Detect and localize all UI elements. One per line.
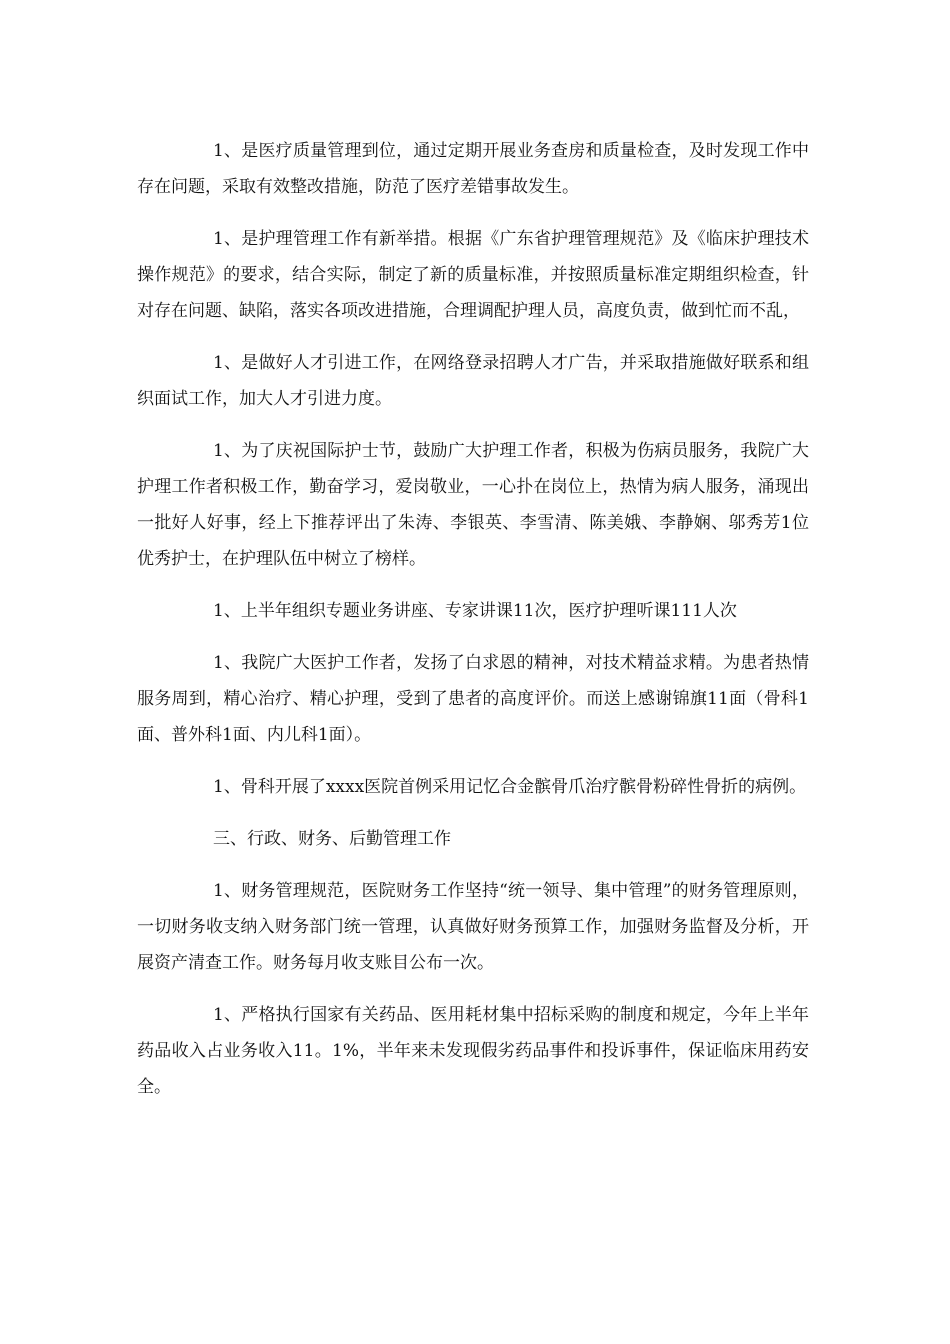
paragraph-nurses-day: 1、为了庆祝国际护士节，鼓励广大护理工作者，积极为伤病员服务，我院广大护理工作者积极工作，勤奋学习，爱岗敬业，一心扑在岗位上，热情为病人服务，涌现出一批好人好事，经上下推荐评出了朱涛、李银英、李雪清、陈美娥、李静娴、邬秀芳1位优秀护士，在护理队伍中树立了榜样。	[137, 441, 809, 569]
paragraph-lectures: 1、上半年组织专题业务讲座、专家讲课11次，医疗护理听课111人次	[213, 601, 737, 621]
paragraph-patient-praise: 1、我院广大医护工作者，发扬了白求恩的精神，对技术精益求精。为患者热情服务周到，精心治疗、精心护理，受到了患者的高度评价。而送上感谢锦旗11面（骨科1面、普外科1面、内儿科1面）。	[137, 653, 809, 745]
document-body	[137, 133, 809, 1121]
paragraph-drug-procurement: 1、严格执行国家有关药品、医用耗材集中招标采购的制度和规定，今年上半年药品收入占业务收入11。1%，半年来未发现假劣药品事件和投诉事件，保证临床用药安全。	[137, 1005, 809, 1097]
paragraph-talent-recruitment: 1、是做好人才引进工作，在网络登录招聘人才广告，并采取措施做好联系和组织面试工作，加大人才引进力度。	[137, 353, 809, 409]
paragraph-medical-quality: 1、是医疗质量管理到位，通过定期开展业务查房和质量检查，及时发现工作中存在问题，采取有效整改措施，防范了医疗差错事故发生。	[137, 141, 809, 197]
paragraph-orthopedics: 1、骨科开展了xxxx医院首例采用记忆合金髌骨爪治疗髌骨粉碎性骨折的病例。	[213, 777, 807, 797]
paragraph-finance: 1、财务管理规范，医院财务工作坚持“统一领导、集中管理”的财务管理原则，一切财务收支纳入财务部门统一管理，认真做好财务预算工作，加强财务监督及分析，开展资产清查工作。财务每月收支账目公布一次。	[137, 881, 809, 973]
paragraph-nursing-management: 1、是护理管理工作有新举措。根据《广东省护理管理规范》及《临床护理技术操作规范》的要求，结合实际，制定了新的质量标准，并按照质量标准定期组织检查，针对存在问题、缺陷，落实各项改进措施，合理调配护理人员，高度负责，做到忙而不乱，	[137, 229, 809, 321]
section-heading-administration: 三、行政、财务、后勤管理工作	[213, 829, 451, 849]
